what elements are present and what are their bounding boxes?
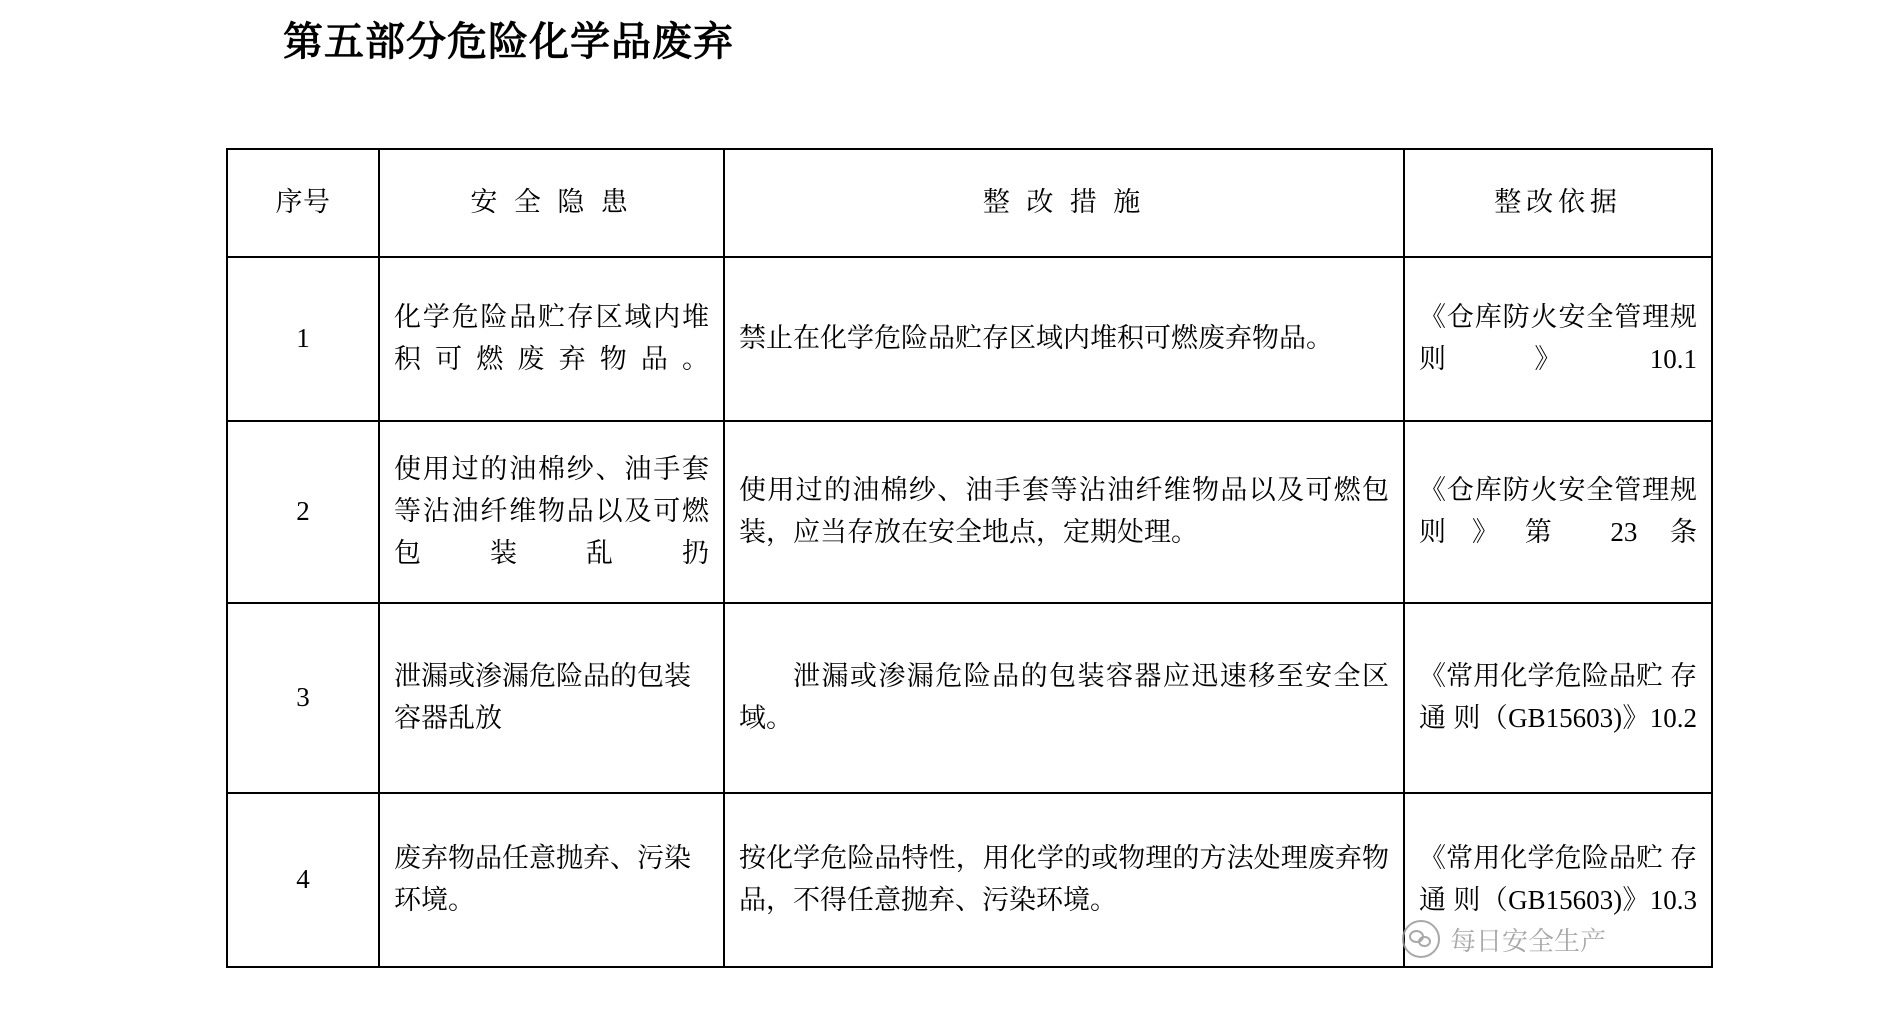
- table-row: [227, 257, 1712, 421]
- table-row: [227, 603, 1712, 793]
- cell-measure: [724, 603, 1404, 793]
- table-header-row: [227, 149, 1712, 257]
- cell-measure-text: 泄漏或渗漏危险品的包装容器应迅速移至安全区域。: [739, 661, 1389, 733]
- cell-basis: 《仓库防火安全管理规则》第 23 条: [1404, 421, 1712, 603]
- cell-number: 2: [227, 421, 379, 603]
- cell-hazard: 化学危险品贮存区域内堆积可燃废弃物品。: [379, 257, 724, 421]
- watermark: [1402, 920, 1606, 958]
- wechat-icon: [1402, 920, 1440, 958]
- hazard-rectification-table: [226, 148, 1713, 968]
- cell-number: 3: [227, 603, 379, 793]
- table-row: [227, 421, 1712, 603]
- cell-hazard: 废弃物品任意抛弃、污染环境。: [379, 793, 724, 967]
- cell-measure: 按化学危险品特性，用化学的或物理的方法处理废弃物品，不得任意抛弃、污染环境。: [724, 793, 1404, 967]
- watermark-text: 每日安全生产: [1450, 925, 1607, 956]
- cell-number: 4: [227, 793, 379, 967]
- cell-measure: 使用过的油棉纱、油手套等沾油纤维物品以及可燃包装，应当存放在安全地点，定期处理。: [724, 421, 1404, 603]
- cell-basis: 《仓库防火安全管理规则》10.1: [1404, 257, 1712, 421]
- column-header-basis: 整改依据: [1404, 149, 1712, 257]
- table-body: [227, 257, 1712, 967]
- column-header-measure: 整 改 措 施: [724, 149, 1404, 257]
- cell-hazard: 泄漏或渗漏危险品的包装容器乱放: [379, 603, 724, 793]
- page-title: 第五部分危险化学品废弃: [283, 19, 734, 64]
- column-header-hazard: 安 全 隐 患: [379, 149, 724, 257]
- table-header: [227, 149, 1712, 257]
- cell-hazard: 使用过的油棉纱、油手套等沾油纤维物品以及可燃包装乱扔: [379, 421, 724, 603]
- cell-basis: 《常用化学危险品贮 存 通 则（GB15603)》10.3: [1404, 793, 1712, 967]
- column-header-number: 序号: [227, 149, 379, 257]
- cell-measure: 禁止在化学危险品贮存区域内堆积可燃废弃物品。: [724, 257, 1404, 421]
- cell-basis: 《常用化学危险品贮 存 通 则（GB15603)》10.2: [1404, 603, 1712, 793]
- cell-number: 1: [227, 257, 379, 421]
